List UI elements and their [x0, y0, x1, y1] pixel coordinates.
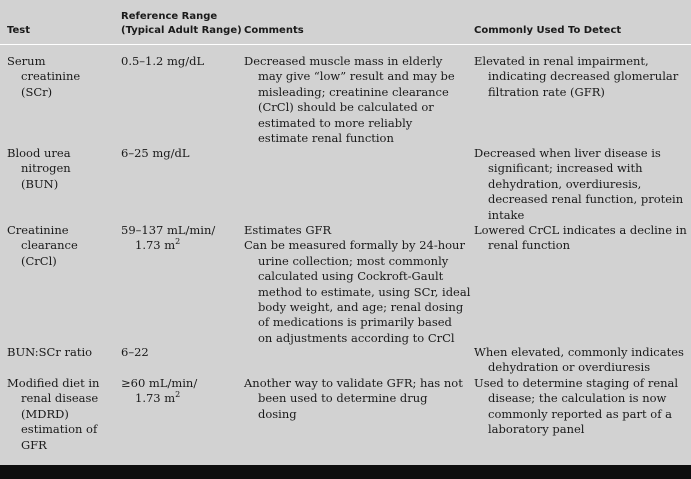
- cell-comments: Another way to validate GFR; has not been used to determine drug dosing: [244, 376, 463, 421]
- cell-range: 6–25 mg/dL: [121, 146, 190, 160]
- table-header: [0, 0, 691, 44]
- cell-comments: Estimates GFR Can be measured formally by 24-hour urine collection; most commonly calculated using Cockroft-Gault method to estimate, using SCr, ideal body weight, and age; renal dosing of medications is primarily based on adjustments according to CrCl: [244, 223, 471, 345]
- cell-detect: Elevated in renal impairment, indicating decreased glomerular filtration rate (GFR): [474, 54, 679, 99]
- cell-test: Creatinine clearance (CrCl): [7, 223, 78, 268]
- cell-test: Blood urea nitrogen (BUN): [7, 146, 71, 191]
- cell-test: Serum creatinine (SCr): [7, 54, 81, 99]
- header-test: Test: [7, 25, 31, 36]
- header-detect: Commonly Used To Detect: [474, 25, 622, 36]
- footer-bar: [0, 465, 691, 479]
- superscript-2: 2: [175, 237, 181, 247]
- header-divider: [0, 44, 691, 45]
- cell-test: BUN:SCr ratio: [7, 345, 93, 359]
- cell-range: 59–137 mL/min/ 1.73 $m^2$: [121, 223, 216, 253]
- cell-test: Modified diet in renal disease (MDRD) estimation of GFR: [7, 376, 100, 452]
- superscript-2: 2: [175, 390, 181, 400]
- cell-range: ≥60 mL/min/ 1.73 $m^2$: [121, 376, 198, 406]
- cell-detect: Lowered CrCL indicates a decline in renal function: [474, 223, 687, 253]
- cell-range: 6–22: [121, 345, 149, 359]
- cell-detect: Decreased when liver disease is significant; increased with dehydration, overdiuresis, decreased renal function, protein intake: [474, 146, 684, 222]
- cell-range: 0.5–1.2 mg/dL: [121, 54, 205, 68]
- header-reference-range: [121, 10, 242, 38]
- header-comments: Comments: [244, 25, 304, 36]
- cell-detect: When elevated, commonly indicates dehydration or overdiuresis: [474, 345, 684, 375]
- cell-comments: Decreased muscle mass in elderly may give “low” result and may be misleading; creatinine clearance (CrCl) should be calculated or estimated to more reliably estimate renal function: [244, 54, 455, 146]
- header-range-line2: (Typical Adult Range): [121, 25, 242, 36]
- header-range-line1: Reference Range: [121, 11, 218, 22]
- cell-detect: Used to determine staging of renal disease; the calculation is now commonly reported as part of a laboratory panel: [474, 376, 679, 437]
